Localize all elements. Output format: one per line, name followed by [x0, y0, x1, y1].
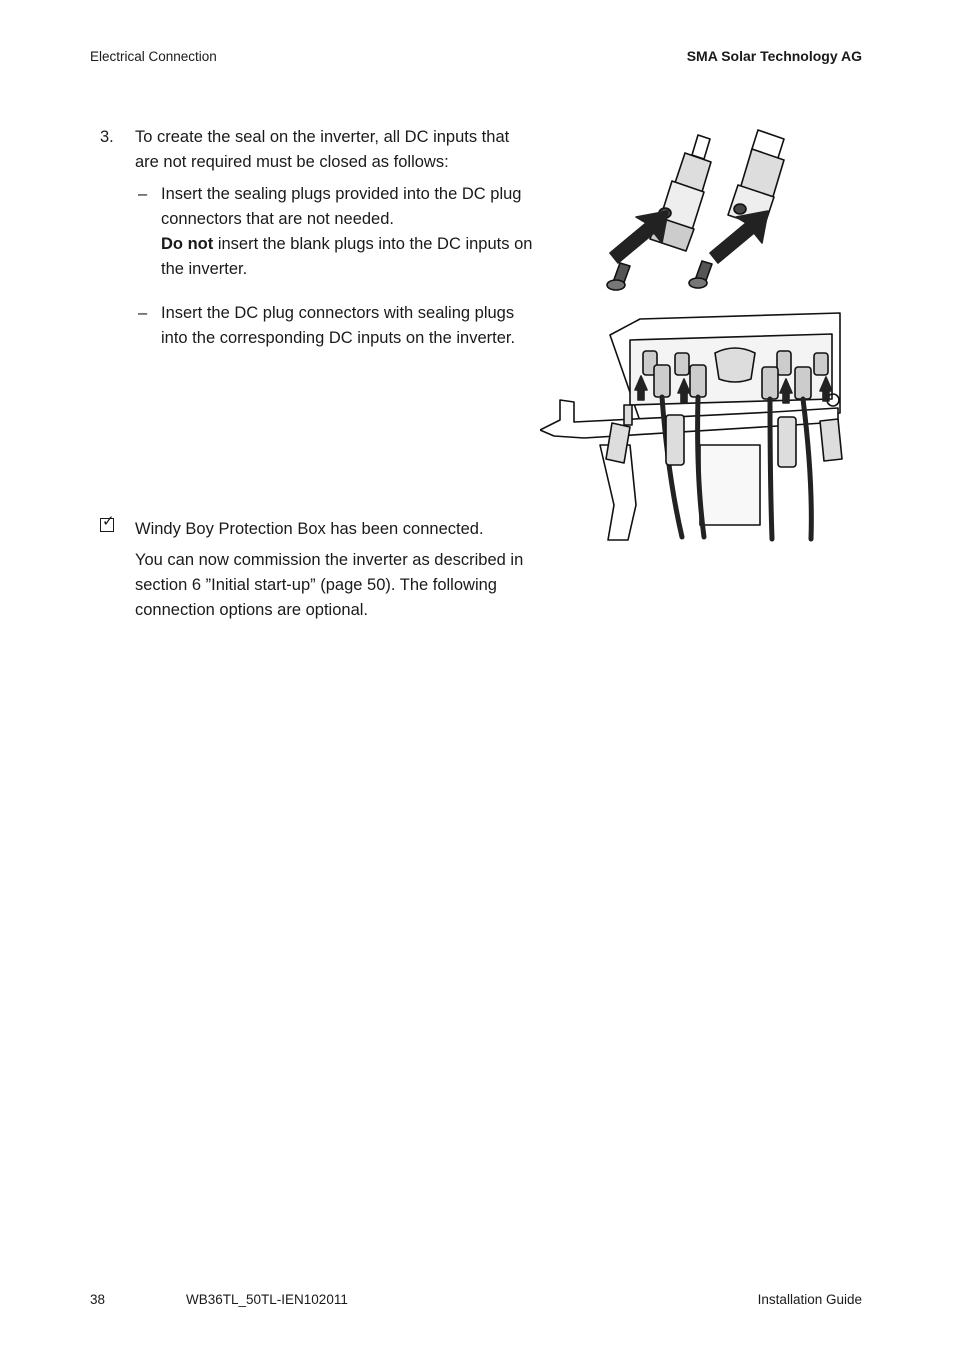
header-section-title: Electrical Connection — [90, 49, 217, 64]
bullet-warning-text: insert the blank plugs into the DC inputs on the inverter. — [161, 235, 533, 278]
sealing-plug-right-icon — [689, 261, 712, 288]
result-text: Windy Boy Protection Box has been connected. — [135, 520, 484, 538]
footer-document-type: Installation Guide — [757, 1292, 862, 1307]
bullet-dash: – — [138, 304, 148, 322]
result-follow-text: You can now commission the inverter as described in section 6 ”Initial start-up” (page 50). The following connection options are optional. — [135, 551, 524, 619]
dc-connector-illustration — [540, 125, 850, 550]
bullet-text: Insert the sealing plugs provided into the DC plug connectors that are not needed. — [161, 185, 522, 228]
checkbox-checked-icon: ✓ — [102, 513, 115, 530]
bullet-text: Insert the DC plug connectors with sealing plugs into the corresponding DC inputs on the inverter. — [161, 304, 516, 347]
bullet-dash: – — [138, 185, 148, 203]
bullet-bold-warning: Do not — [161, 235, 214, 253]
insert-arrow-right-icon — [710, 211, 768, 263]
sealing-plug-left-icon — [607, 263, 630, 290]
header-company: SMA Solar Technology AG — [686, 48, 862, 64]
insert-arrow-left-icon — [610, 211, 668, 263]
footer-document-id: WB36TL_50TL-IEN102011 — [186, 1292, 348, 1307]
step-text: To create the seal on the inverter, all DC inputs that are not required must be closed as follows: — [135, 128, 510, 171]
step-number: 3. — [100, 128, 114, 146]
footer-page-number: 38 — [90, 1292, 106, 1307]
